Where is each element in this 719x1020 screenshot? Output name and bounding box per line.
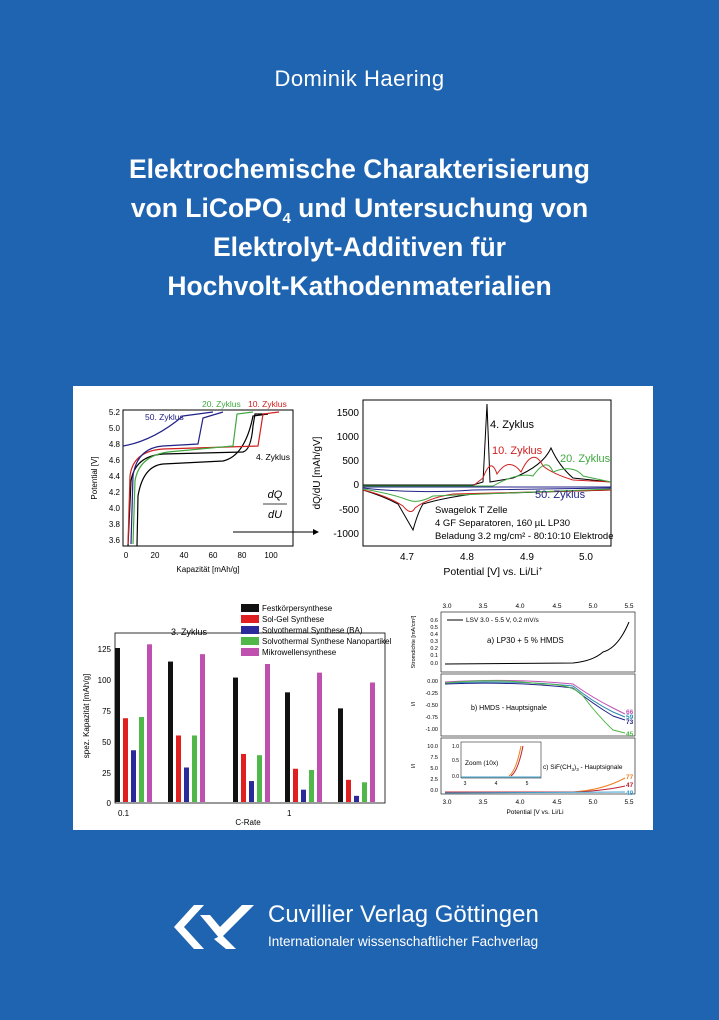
panel-d <box>411 603 635 816</box>
panel-d-a-ytick: 0.4 <box>430 632 438 638</box>
panel-d-xtick: 3.0 <box>442 603 452 610</box>
panel-b-curve-20 <box>363 465 611 486</box>
panel-c <box>82 604 392 827</box>
panel-a-ytick: 4.0 <box>108 504 120 513</box>
panel-d-zoom-xtick: 4 <box>494 781 498 787</box>
panel-d-b-ytick: 0.00 <box>427 679 438 685</box>
panel-d-label-c <box>543 764 623 772</box>
bar <box>370 682 375 802</box>
title-line-2-pre: von LiCoPO <box>130 193 283 223</box>
bar <box>285 692 290 802</box>
panel-b-notes <box>435 505 614 542</box>
panel-b-ytick: 500 <box>342 456 359 467</box>
panel-b-xlabel-sup: + <box>538 566 543 573</box>
publisher-subtitle: Internationaler wissenschaftlicher Fachverlag <box>268 934 539 949</box>
bar <box>249 781 254 802</box>
legend-swatch <box>241 626 259 634</box>
panel-d-xtick: 5.0 <box>588 799 598 806</box>
panel-d-c-ytick: 0.0 <box>430 788 438 794</box>
legend-swatch <box>241 648 259 656</box>
panel-b-ytick: -1000 <box>333 529 359 540</box>
panel-c-cycle-label: 3. Zyklus <box>171 627 208 637</box>
panel-c-ytick: 25 <box>102 769 111 778</box>
panel-d-xtick: 4.0 <box>515 799 525 806</box>
cuvillier-logo-icon <box>170 901 258 953</box>
panel-b-ytick: 1500 <box>336 408 359 419</box>
panel-a-yticks <box>109 408 121 545</box>
panel-a-label-50: 50. Zyklus <box>145 412 184 422</box>
bar <box>354 796 359 802</box>
panel-d-a-yticks <box>430 618 438 667</box>
legend-label: Festkörpersynthese <box>262 604 333 613</box>
panel-b-yticks <box>333 408 359 540</box>
panel-b-xtick: 4.7 <box>400 552 414 563</box>
arrow-numerator: dQ <box>267 489 283 501</box>
panel-a-label-4: 4. Zyklus <box>256 452 291 462</box>
bar <box>257 755 262 802</box>
panel-d-b-ytick: -1.00 <box>425 727 438 733</box>
panel-d-b-value: 59 <box>626 714 634 721</box>
panel-a-xlabel: Kapazität [mAh/g] <box>176 565 240 574</box>
panel-a <box>90 399 319 574</box>
panel-b-label-20: 20. Zyklus <box>560 453 611 465</box>
title-line-4: Hochvolt-Kathodenmaterialien <box>167 271 552 301</box>
bar <box>184 768 189 802</box>
bar <box>265 664 270 802</box>
bar <box>362 782 367 802</box>
panel-d-c-ytick: 2.5 <box>430 777 438 783</box>
panel-d-a-ytick: 0.5 <box>430 625 438 631</box>
panel-b-note: 4 GF Separatoren, 160 µL LP30 <box>435 518 571 529</box>
panel-a-label-20: 20. Zyklus <box>202 399 241 409</box>
publisher-name: Cuvillier Verlag Göttingen <box>268 901 539 928</box>
panel-a-ytick: 4.2 <box>108 488 120 497</box>
title-line-2-post: und Untersuchung von <box>290 193 589 223</box>
panel-d-c-ytick: 5.0 <box>430 766 438 772</box>
panel-d-c-ylabel: I/I <box>411 763 417 769</box>
panel-a-xtick: 100 <box>264 551 278 560</box>
arrow-denominator: dU <box>267 509 283 521</box>
panel-d-a-ytick: 0.2 <box>430 646 438 652</box>
panel-d-b-value: 73 <box>626 719 634 726</box>
panel-b-label-10: 10. Zyklus <box>492 445 543 457</box>
panel-c-yticks <box>98 645 112 808</box>
panel-b-xlabel <box>443 566 542 578</box>
panel-a-xtick: 40 <box>179 551 189 560</box>
panel-d-c-curve-2 <box>445 786 625 792</box>
panel-c-ytick: 0 <box>106 799 111 808</box>
panel-d-label-c-b: ) <box>574 764 577 771</box>
panel-d-top-xticks <box>442 603 633 610</box>
panel-c-legend <box>241 604 392 657</box>
panel-a-label-10: 10. Zyklus <box>248 399 287 409</box>
panel-d-c-ytick: 7.5 <box>430 755 438 761</box>
panel-c-ytick: 100 <box>97 676 111 685</box>
panel-d-xtick: 5.0 <box>588 603 598 610</box>
publisher-block <box>170 893 590 963</box>
bar <box>176 735 181 802</box>
panel-b-xticks <box>400 552 593 563</box>
panel-d-xtick: 3.5 <box>478 603 488 610</box>
panel-b-ytick: 0 <box>353 480 359 491</box>
arrow-head <box>313 529 319 535</box>
panel-b-xtick: 4.9 <box>520 552 534 563</box>
panel-d-xtick: 5.5 <box>624 799 634 806</box>
panel-a-xtick: 60 <box>208 551 218 560</box>
panel-a-curve-4 <box>128 414 268 546</box>
panel-d-xtick: 3.0 <box>442 799 452 806</box>
panel-b-ytick: -500 <box>338 505 359 516</box>
panel-d-c-ytick: 10.0 <box>427 744 438 750</box>
panel-d-label-c-c: - Hauptsignale <box>578 764 623 771</box>
panel-a-ytick: 3.6 <box>108 536 120 545</box>
panel-b-xtick: 5.0 <box>579 552 593 563</box>
panel-d-c-value: 77 <box>626 774 634 781</box>
legend-label: Solvothermal Synthese Nanopartikel <box>262 637 392 646</box>
legend-swatch <box>241 615 259 623</box>
panel-d-zoom-ytick: 0.0 <box>452 774 459 780</box>
panel-a-ytick: 5.0 <box>108 424 120 433</box>
panel-b-note: Beladung 3.2 mg/cm² - 80:10:10 Elektrode <box>435 531 614 542</box>
panel-d-a-ytick: 0.1 <box>430 653 438 659</box>
panel-d-zoom-yticks <box>452 744 459 780</box>
bar <box>293 769 298 802</box>
bar <box>131 750 136 802</box>
title-line-2-sub: 4 <box>282 210 291 227</box>
panel-b-note: Swagelok T Zelle <box>435 505 508 516</box>
panel-a-ytick: 4.6 <box>108 456 120 465</box>
panel-d-c-yticks <box>427 744 438 794</box>
cover-figure <box>73 386 653 830</box>
panel-b <box>312 400 614 578</box>
panel-d-c-value: 49 <box>626 790 634 797</box>
bar <box>200 654 205 802</box>
panel-d-zoom-ytick: 1.0 <box>452 744 459 750</box>
panel-b-xlabel-text: Potential [V] vs. Li/Li <box>443 566 539 578</box>
panel-d-zoom-ytick: 0.5 <box>452 758 459 764</box>
panel-c-ytick: 75 <box>102 707 111 716</box>
panel-d-label-c-a: c) SiF(CH <box>543 764 572 771</box>
panel-b-ytick: 1000 <box>336 432 359 443</box>
panel-d-bottom-xticks <box>442 799 633 806</box>
panel-c-ytick: 125 <box>97 645 111 654</box>
title-line-2 <box>0 189 719 228</box>
panel-d-b-ytick: -0.50 <box>425 703 438 709</box>
panel-d-label-a: a) LP30 + 5 % HMDS <box>487 636 564 645</box>
panel-a-frame <box>123 410 293 546</box>
panel-a-ytick: 4.8 <box>108 440 120 449</box>
bar <box>233 678 238 802</box>
panel-d-zoom-label: Zoom (10x) <box>465 760 499 767</box>
bar <box>192 735 197 802</box>
bar <box>139 717 144 802</box>
panel-d-b-values <box>626 709 634 738</box>
panel-d-a-ytick: 0.6 <box>430 618 438 624</box>
legend-swatch <box>241 604 259 612</box>
panel-d-c-value: 47 <box>626 782 634 789</box>
book-title <box>0 150 719 306</box>
bar <box>241 754 246 802</box>
panel-a-ytick: 5.2 <box>108 408 120 417</box>
panel-a-curve-10 <box>128 412 279 544</box>
title-line-3: Elektrolyt-Additiven für <box>212 232 506 262</box>
legend-label: Mikrowellensynthese <box>262 648 337 657</box>
author-name: Dominik Haering <box>274 66 445 91</box>
panel-a-xticks <box>124 551 278 560</box>
legend-label: Sol-Gel Synthese <box>262 615 325 624</box>
panel-d-xtick: 4.5 <box>552 799 562 806</box>
bar <box>309 770 314 802</box>
panel-d-b-yticks <box>425 679 438 733</box>
panel-a-xtick: 80 <box>237 551 247 560</box>
panel-d-b-ytick: -0.25 <box>425 691 438 697</box>
panel-d-a-ytick: 0.0 <box>430 661 438 667</box>
panel-a-ytick: 3.8 <box>108 520 120 529</box>
panel-c-xlabel: C-Rate <box>235 818 261 827</box>
panel-d-legend: LSV 3.0 - 5.5 V, 0.2 mV/s <box>466 617 539 624</box>
panel-a-ylabel: Potential [V] <box>90 456 99 500</box>
panel-d-xtick: 4.0 <box>515 603 525 610</box>
bar <box>301 790 306 802</box>
bar <box>168 662 173 802</box>
panel-d-label-c-sub: 3 <box>571 767 575 772</box>
panel-a-curve-20 <box>133 412 253 544</box>
panel-b-ylabel: dQ/dU [mAh/gV] <box>312 436 323 510</box>
panel-a-xtick: 0 <box>123 551 129 560</box>
legend-swatch <box>241 637 259 645</box>
panel-d-c-values <box>626 774 634 797</box>
panel-d-xtick: 4.5 <box>552 603 562 610</box>
panel-d-zoom-xtick: 5 <box>525 781 529 787</box>
bar <box>346 780 351 802</box>
bar <box>115 648 120 802</box>
bar <box>317 673 322 802</box>
panel-c-ytick: 50 <box>102 738 111 747</box>
panel-d-label-c-sub2: 3 <box>576 767 579 772</box>
panel-d-a-ytick: 0.3 <box>430 639 438 645</box>
bar <box>338 708 343 802</box>
panel-d-a-ylabel: Stromdichte [mA/cm²] <box>411 615 417 669</box>
panel-c-ylabel: spez. Kapazität [mAh/g] <box>82 673 91 759</box>
panel-d-b-value: 66 <box>626 709 634 716</box>
panel-d-xlabel: Potential [V vs. Li/Li <box>506 809 564 816</box>
panel-b-label-50: 50. Zyklus <box>535 489 586 501</box>
bar <box>123 718 128 802</box>
bar <box>147 644 152 802</box>
panel-a-ytick: 4.4 <box>108 472 120 481</box>
panel-b-xtick: 4.8 <box>460 552 474 563</box>
panel-c-bars <box>115 644 375 802</box>
panel-d-label-b: b) HMDS - Hauptsignale <box>471 705 547 712</box>
panel-a-xtick: 20 <box>150 551 160 560</box>
panel-c-xtick: 1 <box>287 809 292 818</box>
panel-a-curve-50 <box>131 412 223 544</box>
panel-d-zoom-xticks <box>464 781 529 787</box>
panel-d-b-ylabel: I/I <box>411 701 417 707</box>
title-line-1: Elektrochemische Charakterisierung <box>129 154 590 184</box>
panel-b-curve-4 <box>363 404 611 485</box>
legend-label: Solvothermal Synthese (BA) <box>262 626 363 635</box>
panel-d-xtick: 5.5 <box>624 603 634 610</box>
panel-d-b-ytick: -0.75 <box>425 715 438 721</box>
figure-svg <box>73 386 653 830</box>
panel-b-label-4: 4. Zyklus <box>490 419 535 431</box>
panel-d-zoom-xtick: 3 <box>463 781 467 787</box>
panel-d-b-value: 45 <box>626 731 634 738</box>
panel-c-frame <box>115 633 385 803</box>
panel-d-xtick: 3.5 <box>478 799 488 806</box>
panel-c-xtick: 0.1 <box>118 809 130 818</box>
